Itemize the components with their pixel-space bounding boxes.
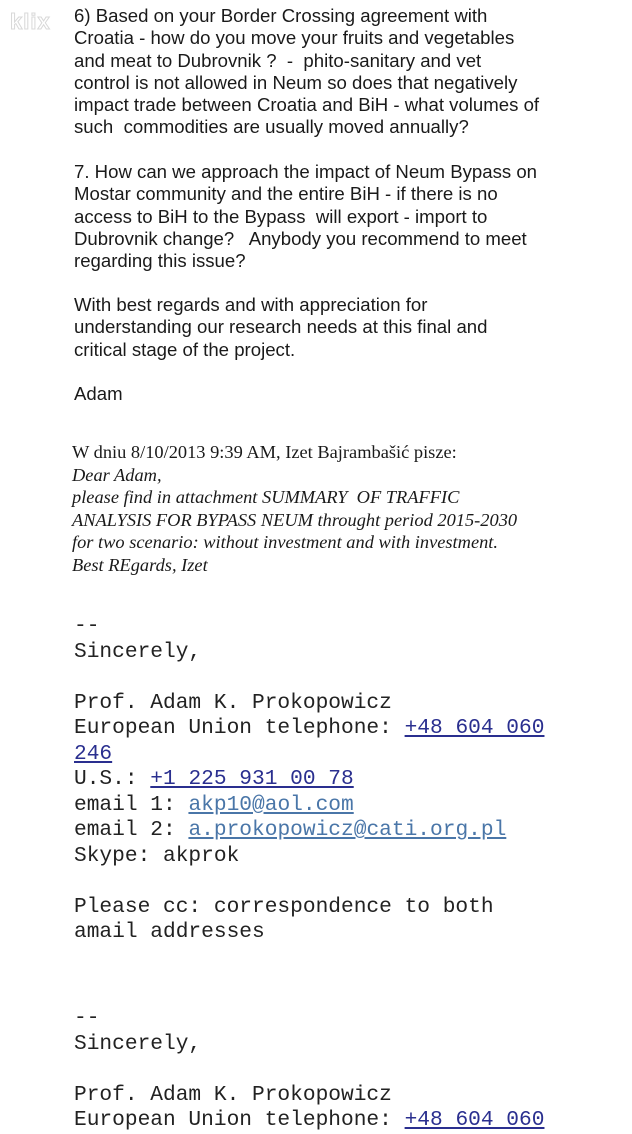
text-line: With best regards and with appreciation for	[74, 294, 428, 315]
signature-name: Prof. Adam K. Prokopowicz	[74, 690, 392, 715]
email2-label: email 2:	[74, 818, 189, 842]
eu-phone-label: European Union telephone:	[74, 1108, 405, 1132]
text-line: control is not allowed in Neum so does that negatively	[74, 71, 518, 93]
eu-phone-link-cont[interactable]: 246	[74, 741, 113, 766]
email1-line	[74, 793, 544, 819]
text-line: Croatia - how do you move your fruits and vegetables	[74, 27, 515, 49]
signature-separator: --	[74, 1006, 100, 1030]
blank-line	[74, 665, 544, 691]
text-line: such commodities are usually moved annually?	[74, 116, 469, 138]
cc-note-line: amail addresses	[74, 920, 265, 944]
email1-link[interactable]: akp10@aol.com	[188, 792, 354, 817]
text-line: understanding our research needs at this final and	[74, 316, 488, 338]
eu-phone-line	[74, 1108, 544, 1134]
cc-note-line: Please cc: correspondence to both	[74, 894, 494, 919]
skype-line: Skype: akprok	[74, 843, 240, 868]
text-line: Best REgards, Izet	[72, 554, 208, 575]
text-line: Dear Adam,	[72, 464, 162, 485]
signature-block	[74, 614, 544, 946]
eu-phone-line-cont	[74, 742, 544, 768]
sender-name: Adam	[74, 383, 123, 404]
eu-phone-line	[74, 716, 544, 742]
text-line: please find in attachment SUMMARY OF TRAFFIC	[72, 487, 460, 507]
klix-watermark: klix	[10, 9, 51, 34]
text-line: Mostar community and the entire BiH - if there is no	[74, 183, 498, 205]
eu-phone-label: European Union telephone:	[74, 716, 405, 740]
text-line: 6) Based on your Border Crossing agreement with	[74, 5, 488, 26]
text-line: regarding this issue?	[74, 250, 246, 272]
email2-line	[74, 818, 544, 844]
paragraph-question-7	[74, 161, 537, 272]
text-line: critical stage of the project.	[74, 338, 296, 360]
text-line: Dubrovnik change? Anybody you recommend to meet	[74, 227, 527, 249]
signature-separator: --	[74, 614, 100, 638]
sincerely: Sincerely,	[74, 1031, 202, 1056]
blank-line	[74, 869, 544, 895]
text-line: for two scenario: without investment and with investment.	[72, 532, 499, 552]
us-phone-link[interactable]: +1 225 931 00 78	[150, 767, 354, 791]
paragraph-question-6	[74, 5, 539, 139]
email1-label: email 1:	[74, 792, 189, 817]
signature-name: Prof. Adam K. Prokopowicz	[74, 1082, 392, 1107]
eu-phone-link[interactable]: +48 604 060	[404, 1108, 545, 1132]
text-line: access to BiH to the Bypass will export - import to	[74, 205, 488, 227]
closing-paragraph	[74, 294, 487, 361]
quoted-message	[72, 441, 517, 576]
sincerely: Sincerely,	[74, 639, 202, 664]
text-line: impact trade between Croatia and BiH - what volumes of	[74, 94, 540, 116]
email2-link[interactable]: a.prokopowicz@cati.org.pl	[188, 818, 507, 842]
us-phone-line	[74, 767, 544, 793]
blank-line	[74, 1057, 544, 1083]
text-line: 7. How can we approach the impact of Neum Bypass on	[74, 161, 538, 182]
eu-phone-link[interactable]: +48 604 060	[404, 716, 545, 740]
signature-block-repeat	[74, 1006, 544, 1134]
text-line: ANALYSIS FOR BYPASS NEUM throught period 2015-2030	[72, 509, 518, 530]
quoted-header: W dniu 8/10/2013 9:39 AM, Izet Bajrambašić pisze:	[72, 442, 457, 462]
text-line: and meat to Dubrovnik ? - phito-sanitary and vet	[74, 49, 482, 71]
us-phone-label: U.S.:	[74, 767, 151, 791]
